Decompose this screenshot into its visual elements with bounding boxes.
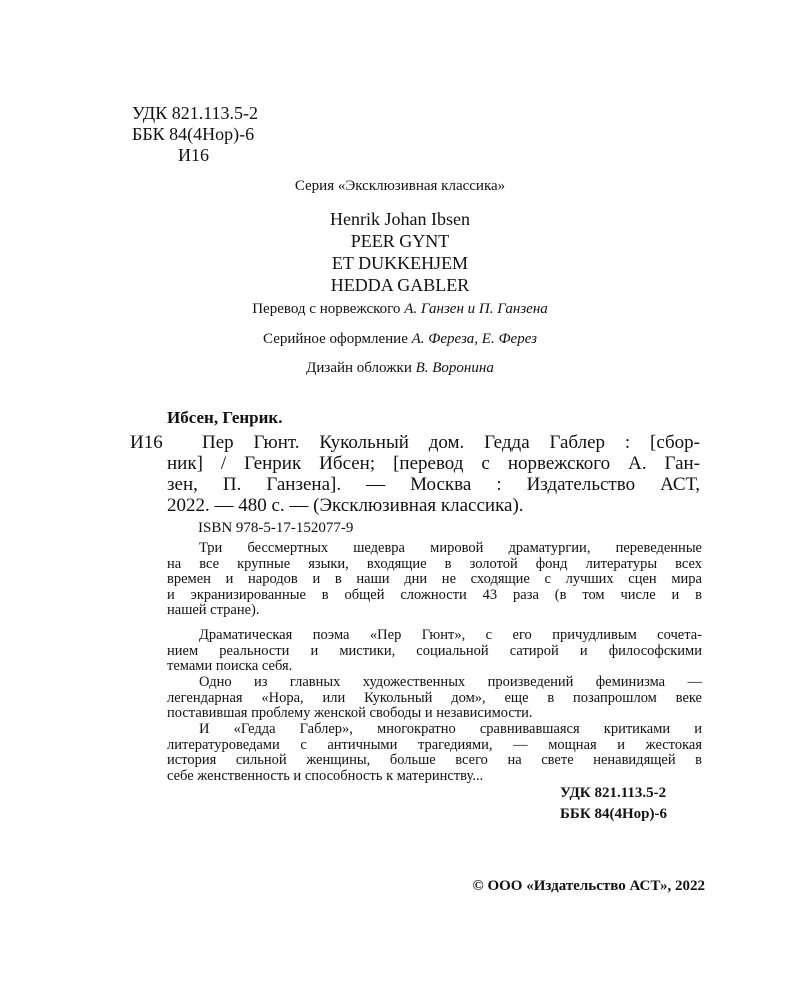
series-design-credit: [0, 331, 800, 348]
translation-credit: [0, 301, 800, 318]
annotation-line: темами поиска себя.: [167, 658, 293, 674]
original-title-2: ET DUKKEHJEM: [331, 253, 469, 273]
copyright-notice: © ООО «Издательство АСТ», 2022: [472, 878, 705, 894]
annotation-paragraph-4: [167, 722, 702, 784]
bibliographic-line-1: Пер Гюнт. Кукольный дом. Гедда Габлер : [сбор-: [202, 432, 700, 453]
isbn: ISBN 978-5-17-152077-9: [198, 520, 354, 536]
annotation-line: легендарная «Нора, или Кукольный дом», еще в позапрошлом веке: [167, 689, 702, 706]
annotation-line: времен и народов и в наши дни не сходящие с лучших сцен мира: [167, 571, 702, 587]
annotation-line: Три бессмертных шедевра мировой драматургии, переведенные: [199, 540, 702, 556]
credit-names: А. Фереза, Е. Ферез: [411, 331, 537, 347]
original-author: Henrik Johan Ibsen: [330, 209, 470, 229]
annotation-line: И «Гедда Габлер», многократно сравнивавшаяся критиками и: [199, 721, 702, 737]
bibliographic-index: И16: [130, 432, 163, 453]
annotation-paragraph-3: [167, 675, 702, 722]
annotation-paragraph-2: [167, 628, 702, 675]
bbk-code: ББК 84(4Нор)-6: [132, 124, 255, 144]
annotation-line: поставившая проблему женской свободы и независимости.: [167, 705, 533, 721]
footer-bbk-code: ББК 84(4Нор)-6: [560, 806, 667, 822]
credit-label: Серийное оформление: [263, 331, 412, 347]
series-title: Серия «Эксклюзивная классика»: [294, 178, 506, 194]
author-sign-index: И16: [178, 145, 209, 165]
annotation-line: история сильной женщины, больше всего на свете ненавидящей в: [167, 752, 702, 768]
annotation-line: Одно из главных художественных произведений феминизма —: [199, 674, 702, 690]
author-heading: Ибсен, Генрик.: [167, 408, 283, 427]
original-title-1: PEER GYNT: [350, 231, 450, 251]
annotation-line: нием реальности и мистики, социальной сатирой и философскими: [167, 642, 702, 659]
bibliographic-line-4: 2022. — 480 с. — (Эксклюзивная классика).: [167, 495, 524, 516]
credit-names: А. Ганзен и П. Ганзена: [404, 301, 548, 317]
udk-code: УДК 821.113.5-2: [132, 103, 259, 123]
credit-label: Дизайн обложки: [306, 360, 416, 376]
annotation-line: на все крупные языки, входящие в золотой фонд литературы всех: [167, 555, 702, 572]
annotation-line: нашей стране).: [167, 602, 260, 618]
bibliographic-line-3: зен, П. Ганзена]. — Москва : Издательство АСТ,: [167, 474, 700, 495]
footer-udk-code: УДК 821.113.5-2: [560, 785, 667, 801]
cover-design-credit: [0, 360, 800, 377]
annotation-paragraph-1: [167, 541, 702, 619]
original-title-3: HEDDA GABLER: [330, 275, 470, 295]
annotation-line: и экранизированные в общей сложности 43 раза (в том числе и в: [167, 586, 702, 603]
credit-names: В. Воронина: [415, 360, 494, 376]
annotation-line: Драматическая поэма «Пер Гюнт», с его причудливым сочета-: [199, 627, 702, 643]
credit-label: Перевод с норвежского: [252, 301, 405, 317]
annotation-line: себе женственность и способность к материнству...: [167, 767, 484, 784]
annotation-line: литературоведами с античными трагедиями, — мощная и жестокая: [167, 736, 702, 753]
bibliographic-line-2: ник] / Генрик Ибсен; [перевод с норвежского А. Ган-: [167, 453, 700, 474]
